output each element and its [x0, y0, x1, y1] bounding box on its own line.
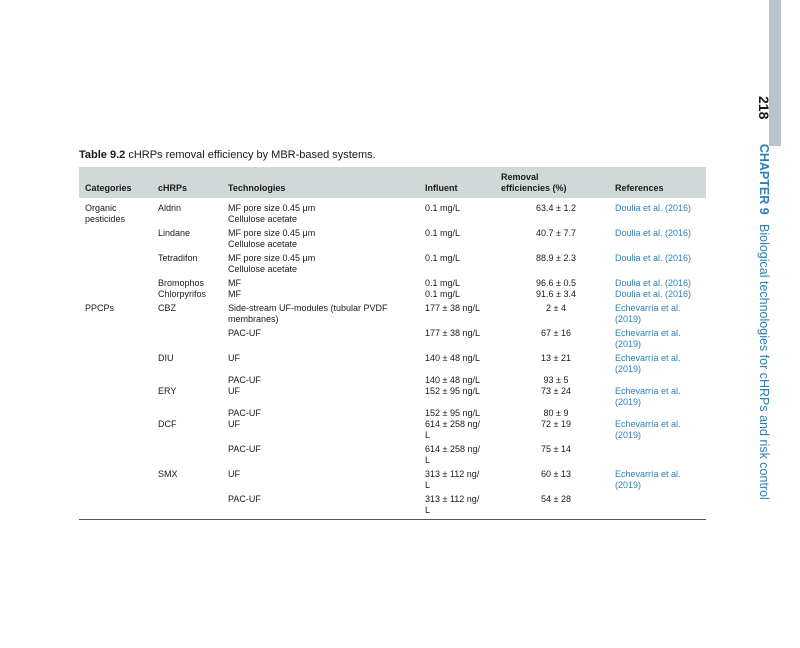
cell-reference: Echevarría et al. (2019) — [615, 469, 681, 490]
cell-chrp — [152, 375, 222, 386]
header-efficiency-line1: Removal — [501, 172, 539, 182]
table-row — [79, 491, 706, 520]
cell-technology: MF — [228, 278, 241, 288]
header-efficiency-line2: efficiencies (%) — [501, 183, 567, 193]
cell-category — [79, 408, 152, 419]
cell-efficiency: 60 ± 13 — [541, 469, 571, 479]
cell-influent: 140 ± 48 ng/L — [425, 375, 480, 385]
table-row — [79, 419, 706, 441]
cell-chrp: SMX — [158, 469, 178, 479]
cell-category — [79, 375, 152, 386]
header-references: References — [609, 167, 706, 198]
cell-technology: UF — [228, 386, 240, 396]
cell-reference: Echevarría et al. (2019) — [615, 419, 681, 440]
cell-chrp — [152, 408, 222, 419]
table-header-row — [79, 167, 706, 198]
cell-influent: 0.1 mg/L — [425, 278, 461, 288]
cell-category — [79, 466, 152, 491]
cell-category — [79, 225, 152, 250]
table-row — [79, 408, 706, 419]
cell-influent: 313 ± 112 ng/ L — [425, 494, 480, 515]
cell-reference: Echevarría et al. (2019) — [615, 328, 681, 349]
table-row — [79, 289, 706, 300]
cell-chrp: DCF — [158, 419, 177, 429]
table-row — [79, 198, 706, 225]
cell-chrp: Tetradifon — [158, 253, 198, 263]
cell-efficiency: 91.6 ± 3.4 — [536, 289, 576, 299]
cell-category — [79, 325, 152, 350]
cell-reference: Echevarría et al. (2019) — [615, 303, 681, 324]
cell-influent: 177 ± 38 ng/L — [425, 328, 480, 338]
table-row — [79, 350, 706, 375]
table-row — [79, 386, 706, 408]
cell-chrp — [152, 491, 222, 520]
cell-chrp — [152, 325, 222, 350]
cell-influent: 0.1 mg/L — [425, 289, 461, 299]
header-categories: Categories — [79, 167, 152, 198]
cell-category — [79, 491, 152, 520]
cell-category: PPCPs — [85, 303, 115, 313]
cell-reference: Echevarría et al. (2019) — [615, 353, 681, 374]
cell-category — [79, 441, 152, 466]
cell-reference — [609, 375, 706, 386]
cell-reference — [609, 491, 706, 520]
cell-influent: 140 ± 48 ng/L — [425, 353, 480, 363]
cell-category: Organic pesticides — [85, 203, 126, 224]
cell-technology: MF pore size 0.45 μm Cellulose acetate — [228, 203, 316, 224]
cell-technology: PAC-UF — [228, 494, 261, 504]
cell-chrp: Lindane — [158, 228, 191, 238]
cell-technology: PAC-UF — [228, 444, 261, 454]
cell-technology: UF — [228, 419, 240, 429]
cell-efficiency: 54 ± 28 — [541, 494, 571, 504]
cell-chrp: Bromophos — [158, 278, 205, 288]
cell-reference: Doulia et al. (2016) — [615, 253, 692, 263]
cell-efficiency: 40.7 ± 7.7 — [536, 228, 576, 238]
chapter-title: Biological technologies for cHRPs and risk control — [757, 224, 771, 500]
cell-influent: 313 ± 112 ng/ L — [425, 469, 480, 490]
cell-efficiency: 80 ± 9 — [543, 408, 569, 418]
cell-influent: 0.1 mg/L — [425, 253, 461, 263]
cell-efficiency: 73 ± 24 — [541, 386, 571, 396]
cell-chrp: Aldrin — [158, 203, 182, 213]
cell-chrp: CBZ — [158, 303, 176, 313]
cell-category — [79, 250, 152, 275]
cell-chrp: DIU — [158, 353, 174, 363]
cell-efficiency: 93 ± 5 — [543, 375, 569, 385]
cell-technology: PAC-UF — [228, 408, 261, 418]
cell-efficiency: 13 ± 21 — [541, 353, 571, 363]
cell-influent: 152 ± 95 ng/L — [425, 408, 480, 418]
cell-efficiency: 67 ± 16 — [541, 328, 571, 338]
cell-reference: Doulia et al. (2016) — [615, 289, 692, 299]
cell-influent: 177 ± 38 ng/L — [425, 303, 480, 313]
cell-reference — [609, 408, 706, 419]
cell-reference: Doulia et al. (2016) — [615, 278, 692, 288]
cell-technology: Side-stream UF-modules (tubular PVDF membranes) — [228, 303, 388, 324]
cell-influent: 614 ± 258 ng/ L — [425, 444, 480, 465]
table-row — [79, 441, 706, 466]
cell-efficiency: 96.6 ± 0.5 — [536, 278, 576, 288]
cell-category — [79, 419, 152, 441]
cell-reference: Doulia et al. (2016) — [615, 203, 692, 213]
table-row — [79, 275, 706, 289]
cell-category — [79, 289, 152, 300]
table-caption-text: cHRPs removal efficiency by MBR-based systems. — [128, 149, 376, 161]
removal-efficiency-table — [79, 167, 706, 520]
table-row — [79, 300, 706, 325]
cell-influent: 0.1 mg/L — [425, 228, 461, 238]
cell-efficiency: 2 ± 4 — [546, 303, 566, 313]
cell-category — [79, 350, 152, 375]
table-caption — [79, 149, 376, 161]
cell-reference — [609, 441, 706, 466]
cell-reference: Doulia et al. (2016) — [615, 228, 692, 238]
cell-category — [79, 275, 152, 289]
cell-chrp — [152, 441, 222, 466]
cell-influent: 614 ± 258 ng/ L — [425, 419, 480, 440]
table-row — [79, 325, 706, 350]
header-efficiency — [501, 167, 609, 198]
cell-technology: MF pore size 0.45 μm Cellulose acetate — [228, 253, 316, 274]
table-row — [79, 250, 706, 275]
chapter-label: CHAPTER 9 — [757, 143, 771, 215]
cell-chrp: ERY — [158, 386, 177, 396]
header-chrps: cHRPs — [152, 167, 222, 198]
cell-category — [79, 386, 152, 408]
header-influent: Influent — [419, 167, 501, 198]
cell-efficiency: 88.9 ± 2.3 — [536, 253, 576, 263]
cell-technology: PAC-UF — [228, 375, 261, 385]
cell-influent: 0.1 mg/L — [425, 203, 461, 213]
cell-technology: UF — [228, 469, 240, 479]
cell-technology: UF — [228, 353, 240, 363]
cell-efficiency: 72 ± 19 — [541, 419, 571, 429]
cell-reference: Echevarría et al. (2019) — [615, 386, 681, 407]
running-header — [755, 96, 773, 500]
header-technologies: Technologies — [222, 167, 419, 198]
table-label: Table 9.2 — [79, 149, 126, 161]
cell-efficiency: 63.4 ± 1.2 — [536, 203, 576, 213]
table-row — [79, 466, 706, 491]
cell-technology: PAC-UF — [228, 328, 261, 338]
cell-technology: MF pore size 0.45 μm Cellulose acetate — [228, 228, 316, 249]
table-row — [79, 375, 706, 386]
cell-technology: MF — [228, 289, 241, 299]
table-row — [79, 225, 706, 250]
page-number: 218 — [756, 96, 772, 120]
cell-efficiency: 75 ± 14 — [541, 444, 571, 454]
cell-chrp: Chlorpyrifos — [158, 289, 207, 299]
cell-influent: 152 ± 95 ng/L — [425, 386, 480, 396]
